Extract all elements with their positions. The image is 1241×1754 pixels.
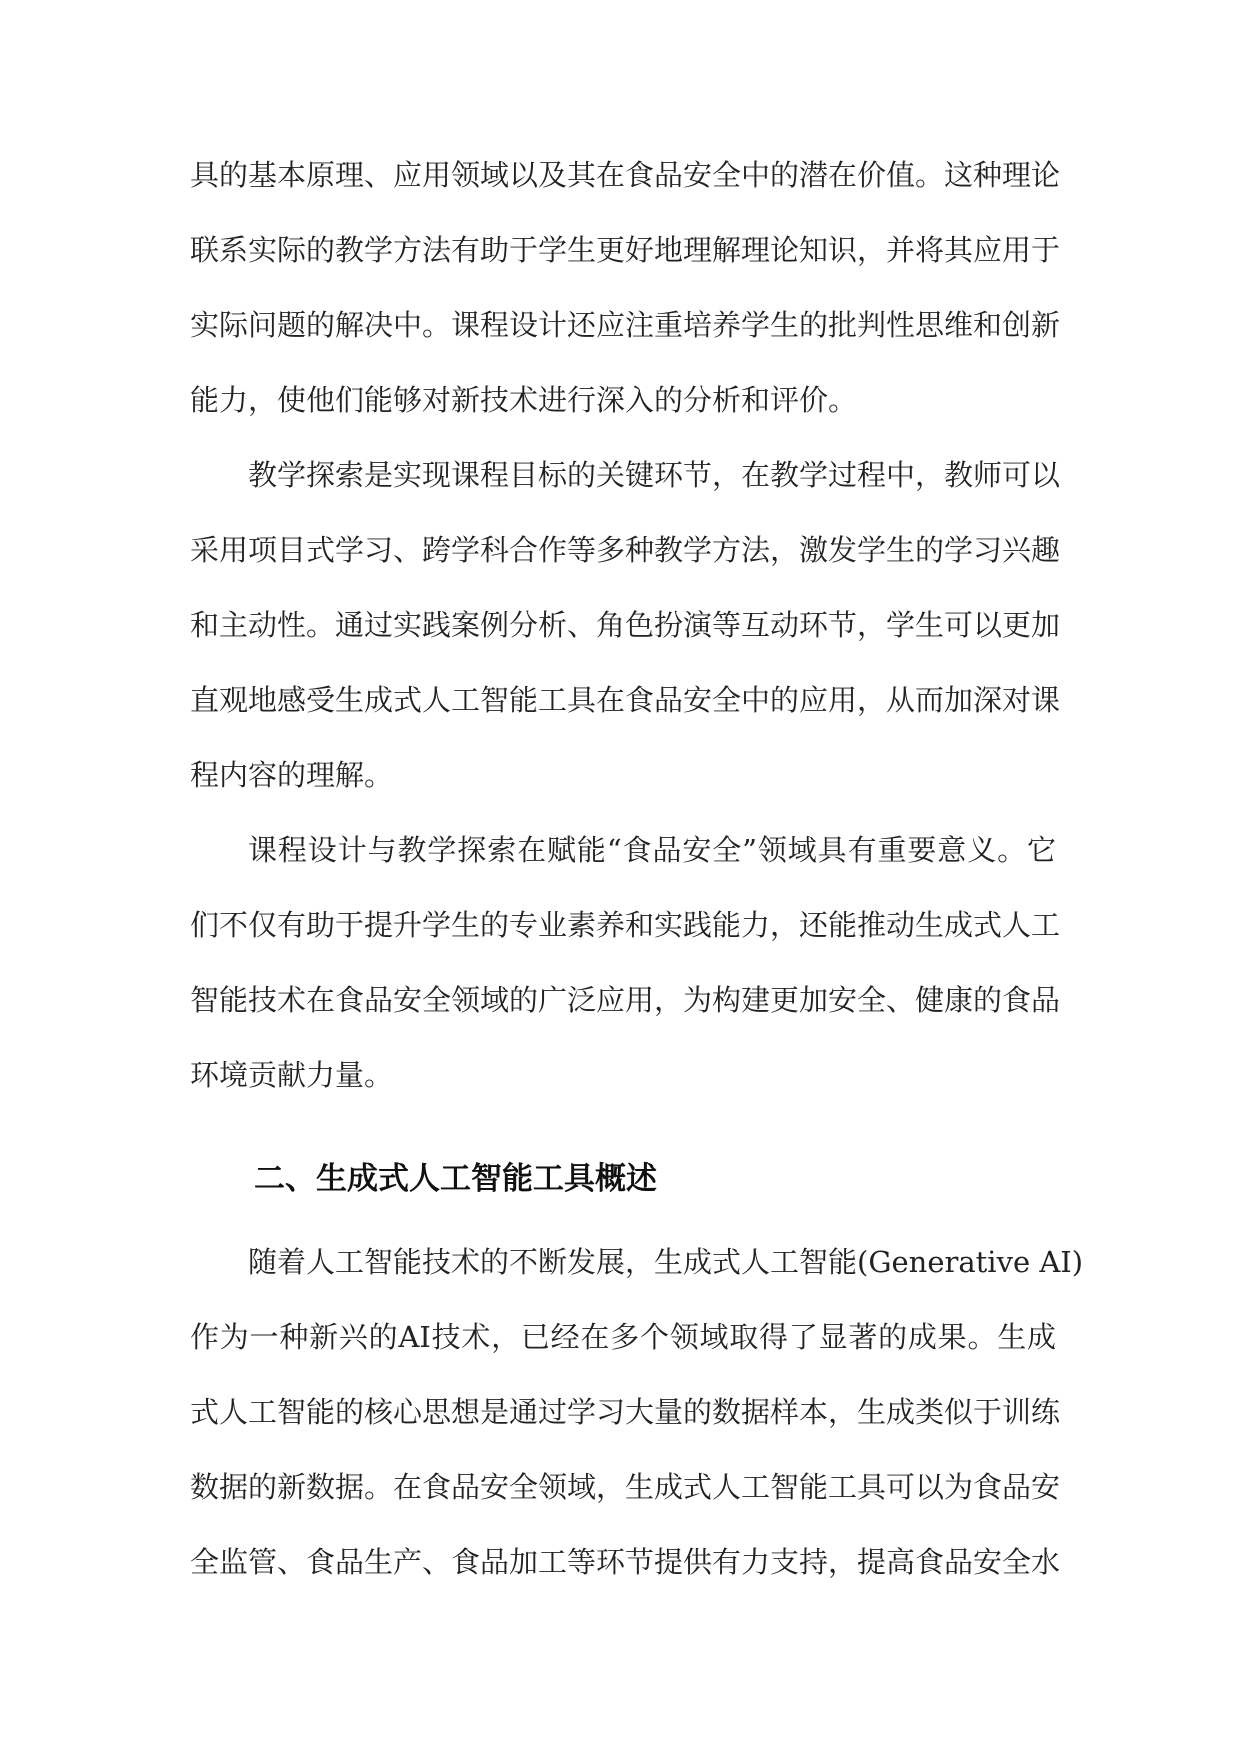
text-line: 们不仅有助于提升学生的专业素养和实践能力，还能推动生成式人工 [190,908,1061,942]
text-line: 式人工智能的核心思想是通过学习大量的数据样本，生成类似于训练 [190,1395,1061,1429]
text-line: 作为一种新兴的AI技术，已经在多个领域取得了显著的成果。生成 [190,1320,1056,1354]
text-line: 教学探索是实现课程目标的关键环节，在教学过程中，教师可以 [248,458,1061,492]
text-line: 联系实际的教学方法有助于学生更好地理解理论知识，并将其应用于 [190,233,1061,267]
paragraph-significance [190,817,1061,1117]
paragraph-course-design-continued [190,142,1061,442]
text-line: 能力，使他们能够对新技术进行深入的分析和评价。 [190,383,858,417]
paragraph-teaching-exploration [190,442,1061,817]
section-heading: 二、生成式人工智能工具概述 [254,1161,657,1197]
text-line: 具的基本原理、应用领域以及其在食品安全中的潜在价值。这种理论 [190,158,1061,192]
text-line: 环境贡献力量。 [190,1058,394,1092]
text-line: 和主动性。通过实践案例分析、角色扮演等互动环节，学生可以更加 [190,608,1061,642]
text-line: 全监管、食品生产、食品加工等环节提供有力支持，提高食品安全水 [190,1545,1061,1579]
paragraph-generative-ai-overview [190,1229,1084,1604]
text-line: 随着人工智能技术的不断发展，生成式人工智能(Generative AI) [248,1245,1084,1279]
text-line: 实际问题的解决中。课程设计还应注重培养学生的批判性思维和创新 [190,308,1061,342]
section-spacer [190,1117,1056,1139]
text-line: 直观地感受生成式人工智能工具在食品安全中的应用，从而加深对课 [190,683,1061,717]
text-line: 智能技术在食品安全领域的广泛应用，为构建更加安全、健康的食品 [190,983,1061,1017]
text-line: 数据的新数据。在食品安全领域，生成式人工智能工具可以为食品安 [190,1470,1061,1504]
text-line: 程内容的理解。 [190,758,394,792]
text-line: 采用项目式学习、跨学科合作等多种教学方法，激发学生的学习兴趣 [190,533,1061,567]
text-line: 课程设计与教学探索在赋能“食品安全”领域具有重要意义。它 [248,833,1056,867]
page-content [190,142,1084,1604]
